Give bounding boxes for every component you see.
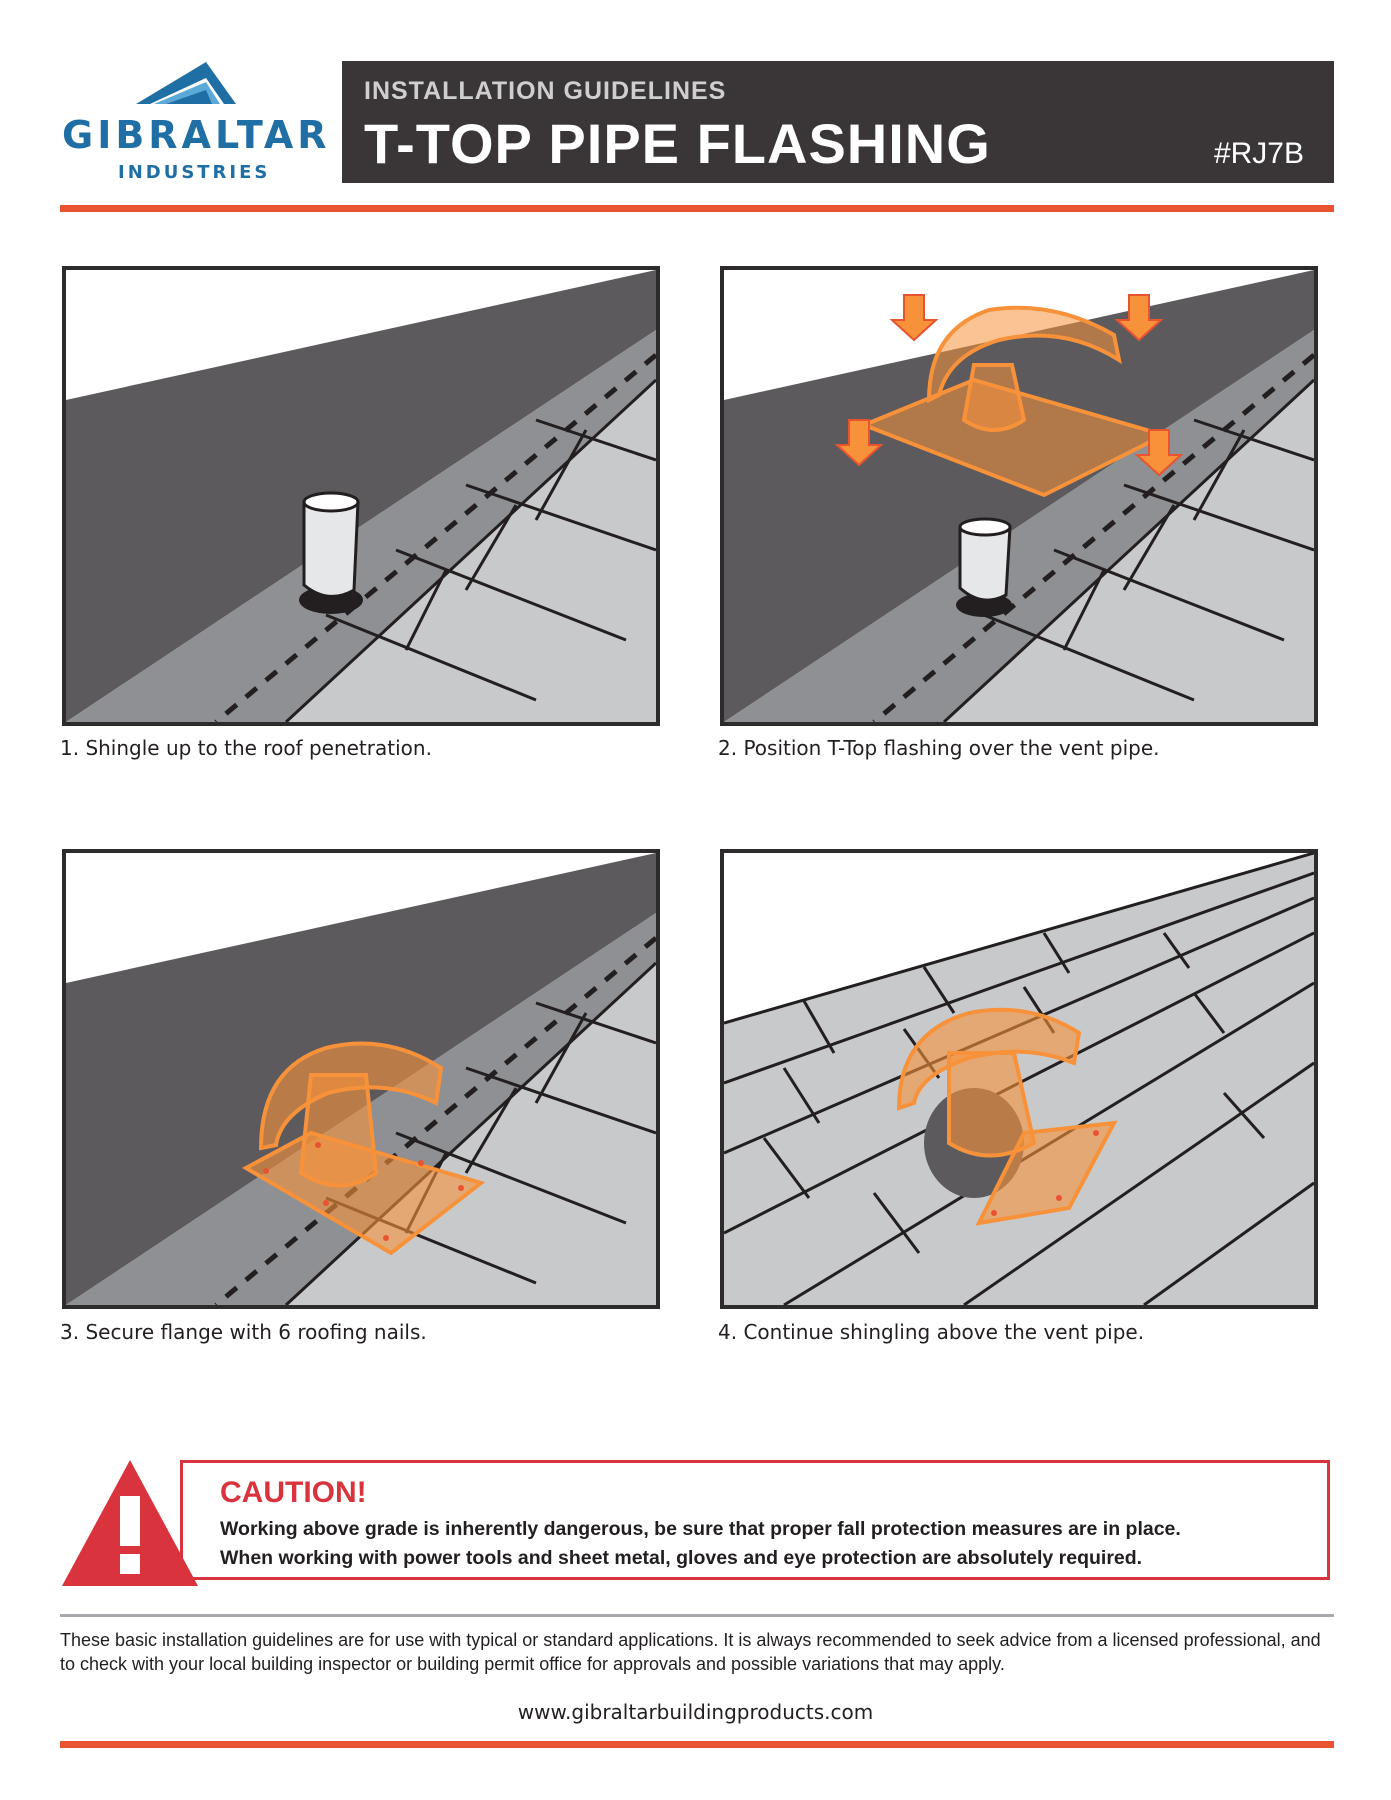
top-divider [60,205,1334,212]
step-3-illustration [62,849,660,1309]
caution-line-2: When working with power tools and sheet metal, gloves and eye protection are absolutely required. [220,1547,1143,1569]
brand-logo [58,56,331,186]
roof-logo-icon [58,56,318,116]
step-1-illustration [62,266,660,726]
step-4-caption: 4. Continue shingling above the vent pipe. [718,1320,1145,1344]
product-code: #RJ7B [1213,137,1304,170]
header-bar [342,61,1334,183]
step-3-caption: 3. Secure flange with 6 roofing nails. [60,1320,427,1344]
bottom-divider [60,1741,1334,1748]
caution-line-1: Working above grade is inherently dangerous, be sure that proper fall protection measures are in place. [220,1518,1181,1540]
page-title: T-TOP PIPE FLASHING [364,112,991,175]
website-link[interactable]: www.gibraltarbuildingproducts.com [517,1700,874,1724]
disclaimer-divider [60,1614,1334,1617]
warning-triangle-icon [60,1458,200,1588]
step-2-illustration [720,266,1318,726]
step-4-illustration [720,849,1318,1309]
header-kicker: INSTALLATION GUIDELINES [364,77,727,105]
caution-box [60,1458,1334,1588]
step-1-caption: 1. Shingle up to the roof penetration. [60,736,432,760]
caution-title: CAUTION! [220,1476,367,1509]
brand-sub: INDUSTRIES [118,162,271,183]
disclaimer-text: These basic installation guidelines are for use with typical or standard applications. It is always recommended to seek advice from a licensed professional, and to check with your local building inspector or building permit office for approvals and possible variations that may apply. [60,1630,1321,1674]
brand-name: GIBRALTAR [62,113,331,157]
step-2-caption: 2. Position T-Top flashing over the vent pipe. [718,736,1160,760]
